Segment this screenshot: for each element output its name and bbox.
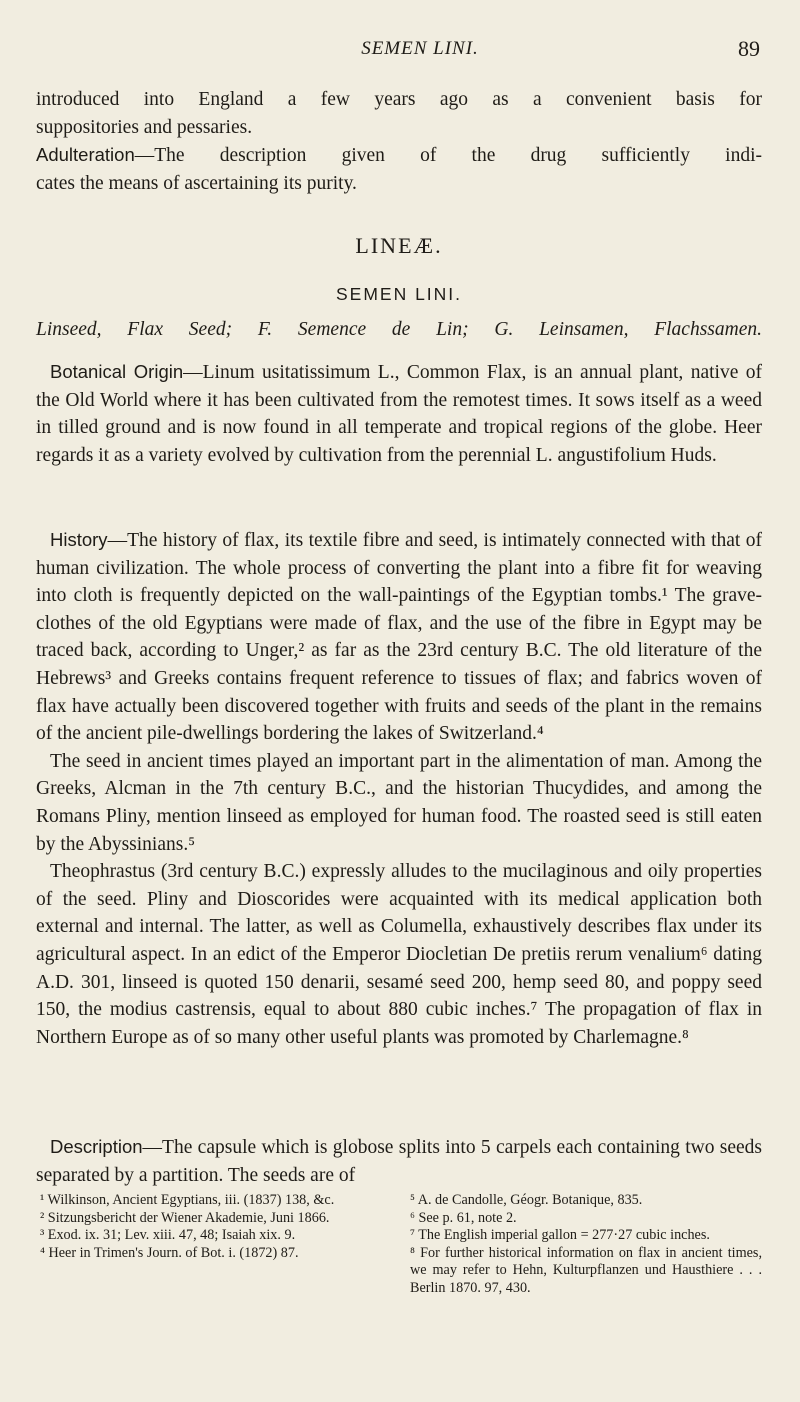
synonyms-line: Linseed, Flax Seed; F. Semence de Lin; G. Leinsamen, Flachssamen. [36,319,762,340]
history-paragraph-1 [36,526,762,748]
footnote-5: ⁵ A. de Candolle, Géogr. Botanique, 835. [410,1192,643,1208]
description-paragraph [36,1133,762,1189]
botanical-origin-paragraph [36,358,762,469]
botanical-origin-text: —Linum usitatissimum L., Common Flax, is an annual plant, native of the Old World where it has been cultivated from the remotest times. It sows itself as a weed in tilled ground and is now found in all temperate and tropical regions of the globe. Heer regards it as a variety evolved by cultivation from the perennial L. angustifolium Huds. [36,362,762,466]
order-heading: LINEÆ. [355,233,443,258]
history-paragraph-2: The seed in ancient times played an important part in the alimentation of man. Among the Greeks, Alcman in the 7th century B.C., and the historian Thucydides, and among the Romans Pliny, mention linseed as employed for human food. The roasted seed is still eaten by the Abyssinians.⁵ [36,750,762,855]
adulteration-text: —The description given of the drug sufficiently indi- [134,145,762,167]
history-paragraph-3: Theophrastus (3rd century B.C.) expressly alludes to the mucilaginous and oily properties of the seed. Pliny and Dioscorides were acquainted with its medical application both external and internal. The latter, as well as Columella, exhaustively describes flax under its agricultural aspect. In an edict of the Emperor Diocletian De pretiis rerum venalium⁶ dating A.D. 301, linseed is quoted 150 denarii, sesamé seed 200, hemp seed 80, and poppy seed 150, the modius castrensis, equal to about 880 cubic inches.⁷ The propagation of flax in Northern Europe as of so many other useful plants was promoted by Charlemagne.⁸ [36,861,762,1048]
adulteration-paragraph [36,141,762,170]
description-section [36,1133,762,1189]
history-label: History [50,529,108,550]
footnote-1: ¹ Wilkinson, Ancient Egyptians, iii. (1837) 138, &c. [40,1192,335,1208]
description-text: —The capsule which is globose splits into 5 carpels each containing two seeds separated by a partition. The seeds are of [36,1137,762,1186]
footnote-7: ⁷ The English imperial gallon = 277·27 cubic inches. [410,1227,710,1243]
description-label: Description [50,1136,143,1157]
history-section [36,526,762,1051]
history-text-1: —The history of flax, its textile fibre and seed, is intimately connected with that of human civilization. The whole process of converting the plant into a fibre fit for weaving into cloth is frequently depicted on the wall-paintings of the Egyptian tombs.¹ The grave-clothes of the old Egyptians were made of flax, and the use of the fibre in Egypt may be traced back, according to Unger,² as far as the 23rd century B.C. The old literature of the Hebrews³ and Greeks contains frequent reference to tissues of flax; and fabrics woven of flax have actually been discovered together with fruits and seeds of the plant in the remains of the ancient pile-dwellings bordering the lakes of Switzerland.⁴ [36,530,762,745]
adulteration-text-2: cates the means of ascertaining its purity. [36,172,357,194]
adulteration-label: Adulteration [36,144,135,166]
drug-heading: SEMEN LINI. [335,284,463,304]
intro-line-2: suppositories and pessaries. [36,116,253,138]
footnote-8: ⁸ For further historical information on flax in ancient times, we may refer to Hehn, Kulturpflanzen und Hausthiere . . . Berlin 1870. 97, 430. [410,1244,762,1296]
footnote-6: ⁶ See p. 61, note 2. [410,1209,517,1226]
running-head: SEMEN LINI. [361,38,479,59]
footnotes-right [410,1192,762,1297]
intro-line-1: introduced into England a few years ago as a convenient basis for [36,89,762,110]
synonyms [36,316,762,344]
footnote-3: ³ Exod. ix. 31; Lev. xiii. 47, 48; Isaiah xix. 9. [40,1227,296,1243]
page-number: 89 [738,36,760,61]
footnotes-left [40,1192,390,1262]
intro-block [36,86,762,197]
footnote-4: ⁴ Heer in Trimen's Journ. of Bot. i. (1872) 87. [40,1244,299,1261]
botanical-origin-section [36,358,762,469]
footnote-2: ² Sitzungsbericht der Wiener Akademie, Juni 1866. [40,1209,330,1226]
botanical-origin-label: Botanical Origin [50,361,184,382]
